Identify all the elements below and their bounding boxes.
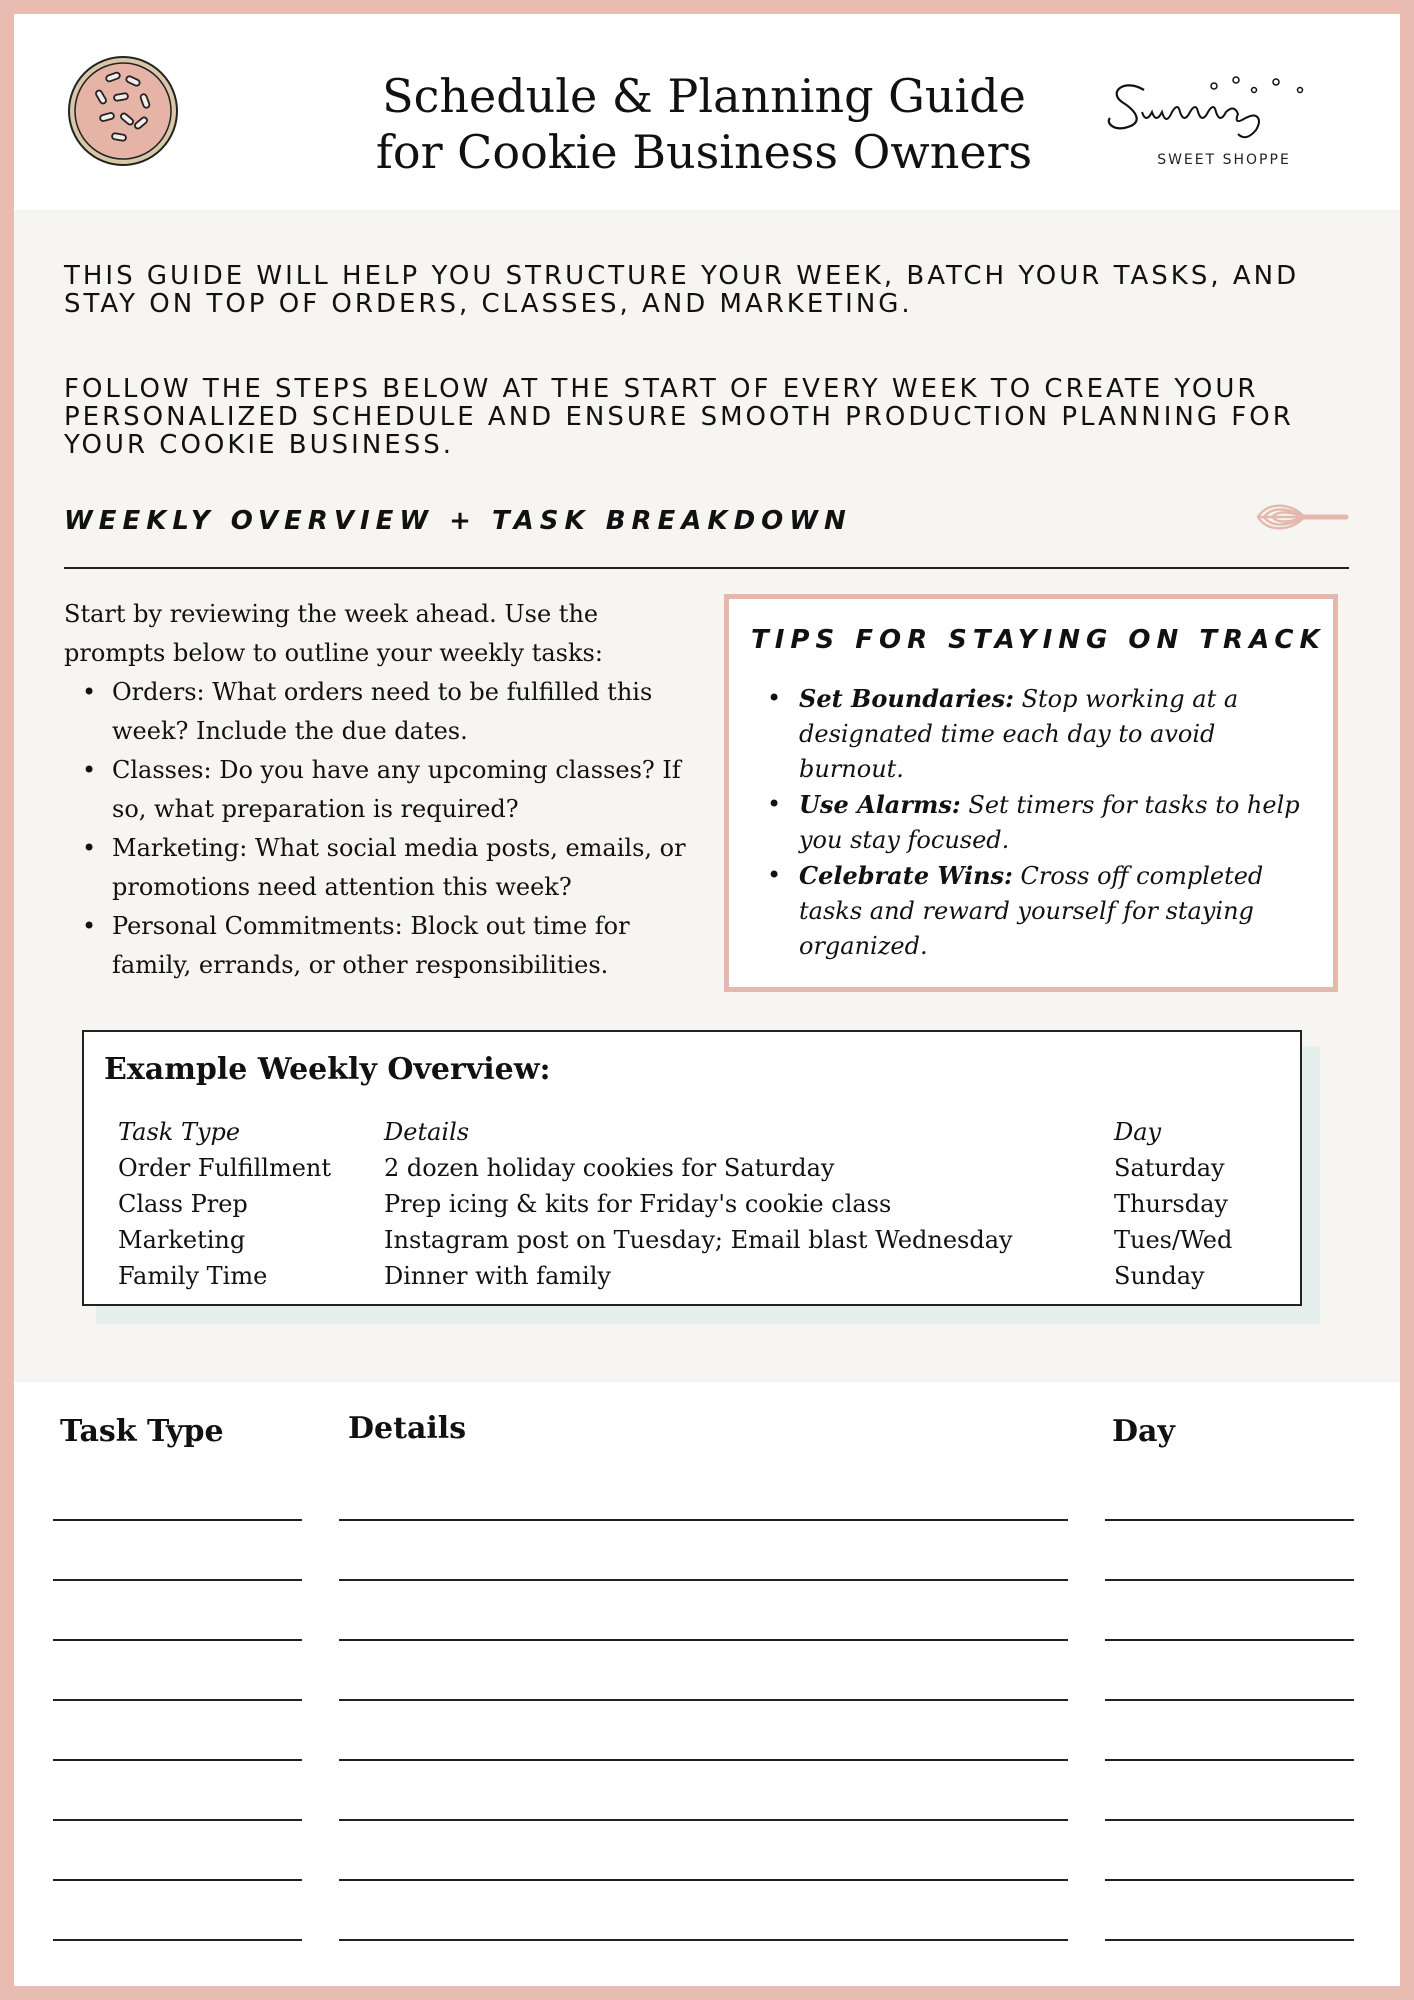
- cell-task-type: Family Time: [118, 1262, 268, 1290]
- cell-day: Tues/Wed: [1114, 1226, 1233, 1254]
- task-type-line[interactable]: [53, 1819, 302, 1821]
- worksheet-header-task-type: Task Type: [60, 1414, 224, 1449]
- cell-task-type: Order Fulfillment: [118, 1154, 332, 1182]
- details-line[interactable]: [339, 1699, 1068, 1701]
- details-line[interactable]: [339, 1579, 1068, 1581]
- tip-alarms: [799, 787, 1309, 858]
- task-type-line[interactable]: [53, 1519, 302, 1521]
- cell-details: 2 dozen holiday cookies for Saturday: [384, 1154, 835, 1182]
- tips-box: [724, 594, 1338, 992]
- table-row: [118, 1186, 1288, 1222]
- intro-paragraph-2: FOLLOW THE STEPS BELOW AT THE START OF EVERY WEEK TO CREATE YOUR PERSONALIZED SCHEDULE AND ENSURE SMOOTH PRODUCTION PLANNING FOR YOUR COOKIE BUSINESS.: [64, 374, 1294, 460]
- task-type-line[interactable]: [53, 1939, 302, 1941]
- column-header-task-type: Task Type: [118, 1118, 241, 1146]
- prompts-lead: Start by reviewing the week ahead. Use the prompts below to outline your weekly tasks:: [64, 600, 603, 667]
- day-line[interactable]: [1105, 1519, 1354, 1521]
- day-line[interactable]: [1105, 1579, 1354, 1581]
- tips-title: TIPS FOR STAYING ON TRACK: [751, 625, 1326, 655]
- day-line[interactable]: [1105, 1759, 1354, 1761]
- tip-label: Set Boundaries:: [799, 684, 1014, 713]
- section-divider: [64, 567, 1349, 569]
- header: [14, 14, 1400, 210]
- cell-details: Instagram post on Tuesday; Email blast Wednesday: [384, 1226, 1013, 1254]
- day-line[interactable]: [1105, 1639, 1354, 1641]
- details-line[interactable]: [339, 1819, 1068, 1821]
- worksheet-header-details: Details: [348, 1411, 467, 1446]
- tip-label: Use Alarms:: [799, 790, 961, 819]
- column-header-day: Day: [1114, 1118, 1162, 1146]
- section-heading: WEEKLY OVERVIEW + TASK BREAKDOWN: [64, 506, 852, 536]
- title-line-1: Schedule & Planning Guide: [382, 69, 1026, 123]
- guide-section: [14, 210, 1400, 1382]
- task-type-line[interactable]: [53, 1639, 302, 1641]
- details-line[interactable]: [339, 1939, 1068, 1941]
- intro-paragraph-1: THIS GUIDE WILL HELP YOU STRUCTURE YOUR WEEK, BATCH YOUR TASKS, AND STAY ON TOP OF ORDERS, CLASSES, AND MARKETING.: [64, 261, 1300, 319]
- prompts-list: [112, 673, 704, 985]
- tip-text: Stop working at a designated time each day to avoid burnout.: [799, 685, 1239, 783]
- tip-boundaries: [799, 681, 1309, 787]
- title-line-2: for Cookie Business Owners: [375, 125, 1033, 179]
- day-line[interactable]: [1105, 1699, 1354, 1701]
- task-type-line[interactable]: [53, 1699, 302, 1701]
- logo-subtitle: SWEET SHOPPE: [1157, 152, 1291, 168]
- prompt-orders: • Orders: What orders need to be fulfilled this week? Include the due dates.: [112, 673, 704, 751]
- day-line[interactable]: [1105, 1939, 1354, 1941]
- column-header-details: Details: [384, 1118, 470, 1146]
- weekly-prompts: [64, 595, 704, 985]
- task-type-line[interactable]: [53, 1879, 302, 1881]
- tip-label: Celebrate Wins:: [799, 861, 1013, 890]
- cell-task-type: Class Prep: [118, 1190, 248, 1218]
- page-title: [294, 68, 1114, 180]
- cell-task-type: Marketing: [118, 1226, 246, 1254]
- cell-day: Sunday: [1114, 1262, 1205, 1290]
- details-line[interactable]: [339, 1519, 1068, 1521]
- cell-details: Dinner with family: [384, 1262, 611, 1290]
- details-line[interactable]: [339, 1879, 1068, 1881]
- table-row: [118, 1150, 1288, 1186]
- example-overview-box: [82, 1030, 1302, 1306]
- whisk-icon: [1254, 500, 1350, 534]
- prompt-marketing: • Marketing: What social media posts, emails, or promotions need attention this week?: [112, 829, 704, 907]
- example-title: Example Weekly Overview:: [104, 1052, 551, 1087]
- cell-day: Saturday: [1114, 1154, 1225, 1182]
- tips-list: [799, 681, 1309, 964]
- example-header-row: [118, 1114, 1288, 1150]
- brand-logo: [1104, 72, 1364, 182]
- cookie-icon: [66, 54, 180, 168]
- example-table: [118, 1114, 1288, 1294]
- table-row: [118, 1258, 1288, 1294]
- day-line[interactable]: [1105, 1819, 1354, 1821]
- prompt-personal: • Personal Commitments: Block out time for family, errands, or other responsibilities.: [112, 907, 704, 985]
- tip-text: Cross off completed tasks and reward yourself for staying organized.: [799, 862, 1264, 960]
- day-line[interactable]: [1105, 1879, 1354, 1881]
- details-line[interactable]: [339, 1639, 1068, 1641]
- tip-text: Set timers for tasks to help you stay focused.: [799, 791, 1300, 854]
- worksheet-header-day: Day: [1112, 1414, 1175, 1449]
- prompt-classes: • Classes: Do you have any upcoming classes? If so, what preparation is required?: [112, 751, 704, 829]
- logo-script-mark: [1104, 72, 1344, 142]
- details-line[interactable]: [339, 1759, 1068, 1761]
- task-type-line[interactable]: [53, 1759, 302, 1761]
- cell-details: Prep icing & kits for Friday's cookie class: [384, 1190, 892, 1218]
- table-row: [118, 1222, 1288, 1258]
- tip-celebrate: [799, 858, 1309, 964]
- task-type-line[interactable]: [53, 1579, 302, 1581]
- cell-day: Thursday: [1114, 1190, 1228, 1218]
- page: [14, 14, 1400, 1986]
